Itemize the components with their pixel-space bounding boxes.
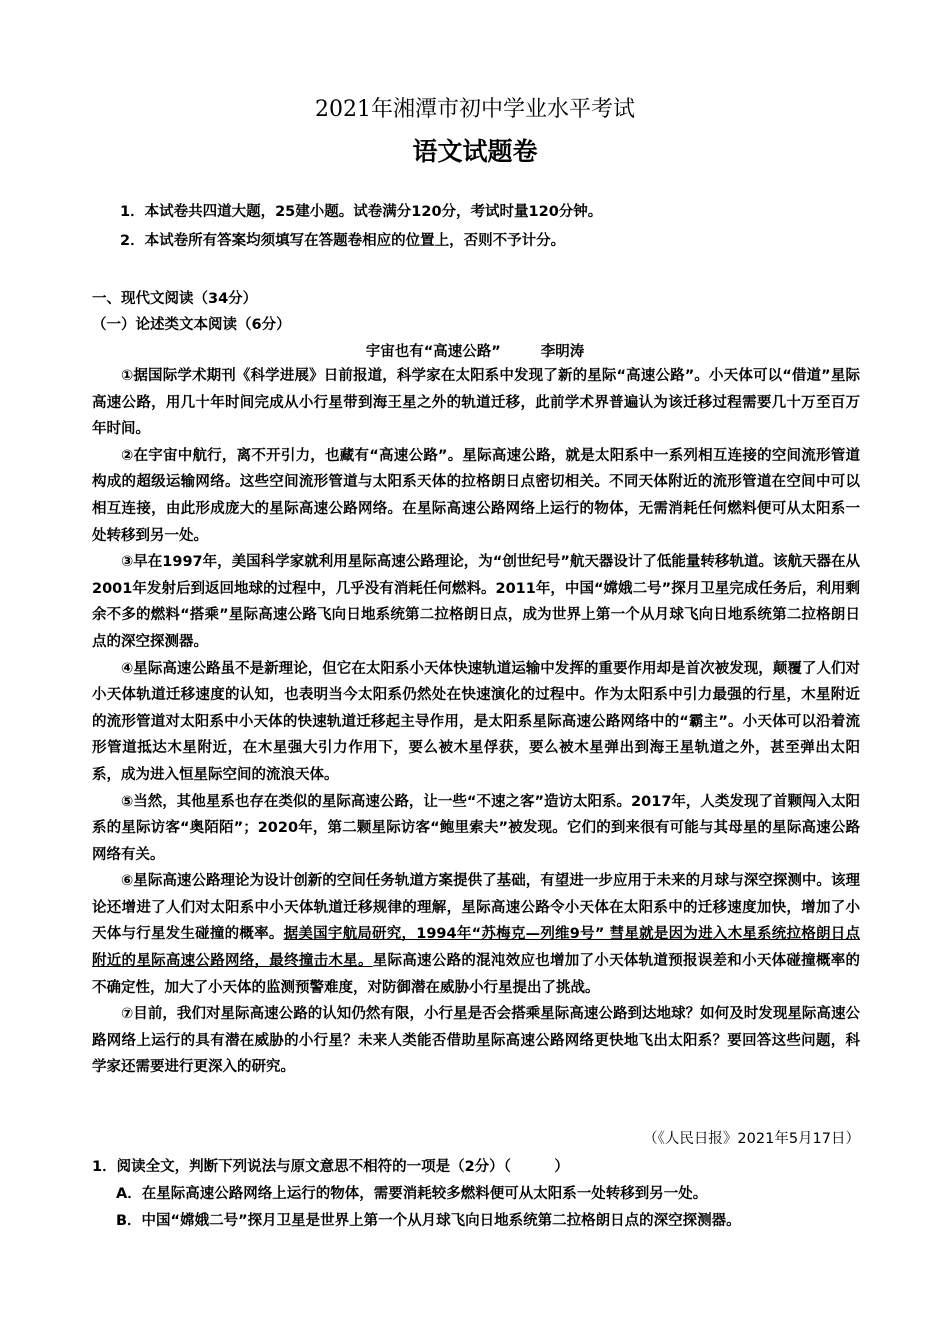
article-heading — [0, 340, 950, 361]
option-a: A．在星际高速公路网络上运行的物体，需要消耗较多燃料便可从太阳系一处转移到另一处。 — [116, 1186, 708, 1202]
question-stem: 1．阅读全文，判断下列说法与原文意思不相符的一项是（2分）（ ） — [92, 1159, 569, 1175]
paragraph-text: 星际高速公路的混沌效应也增加了小天体轨道预报误差和小天体碰撞概率的不确定性，加大了小天体的监测预警难度，对防御潜在威胁小行星提出了挑战。 — [92, 953, 861, 996]
exam-title: 2021年湘潭市初中学业水平考试 — [315, 97, 635, 122]
paragraph-text: ⑥星际高速公路理论为设计创新的空间任务轨道方案提供了基础，有望进一步应用于未来的月球与深空探测中。该理论还增进了人们对太阳系中小天体轨道迁移规律的理解，星际高速公路令小天体在太阳系中的迁移速度加快，增加了小天体与行星发生碰撞的概率。 — [92, 873, 860, 943]
article-body — [92, 363, 860, 1081]
subsection-heading: （一）论述类文本阅读（6分） — [92, 317, 291, 333]
question-1 — [92, 1154, 872, 1235]
section-heading: 一、现代文阅读（34分） — [92, 291, 258, 307]
paragraph: ④星际高速公路虽不是新理论，但它在太阳系小天体快速轨道运输中发挥的重要作用却是首次被发现，颠覆了人们对小天体轨道迁移速度的认知，也表明当今太阳系仍然处在快速演化的过程中。作为太阳系中引力最强的行星，木星附近的流形管道对太阳系中小天体的快速轨道迁移起主导作用，是太阳系星际高速公路网络中的“霸主”。小天体可以沿着流形管道抵达木星附近，在木星强大引力作用下，要么被木星俘获，要么被木星弹出到海王星轨道之外，甚至弹出太阳系，成为进入恒星际空间的流浪天体。 — [92, 660, 860, 783]
article-source: （《人民日报》2021年5月17日） — [643, 1131, 860, 1147]
paragraph: ⑦目前，我们对星际高速公路的认知仍然有限，小行星是否会搭乘星际高速公路到达地球？如何及时发现星际高速公路网络上运行的具有潜在威胁的小行星？未来人类能否借助星际高速公路网络更快地飞出太阳系？要回答这些问题，科学家还需要进行更深入的研究。 — [92, 1006, 860, 1076]
instruction-item: 1．本试卷共四道大题，25建小题。试卷满分120分，考试时量120分钟。 — [120, 204, 603, 220]
paragraph: ③早在1997年，美国科学家就利用星际高速公路理论，为“创世纪号”航天器设计了低能量转移轨道。该航天器在从2001年发射后到返回地球的过程中，几乎没有消耗任何燃料。2011年，中国“嫦娥二号”探月卫星完成任务后，利用剩余不多的燃料“搭乘”星际高速公路飞向日地系统第二拉格朗日点，成为世界上第一个从月球飞向日地系统第二拉格朗日点的深空探测器。 — [92, 554, 860, 650]
paragraph: ⑤当然，其他星系也存在类似的星际高速公路，让一些“不速之客”造访太阳系。2017年，人类发现了首颗闯入太阳系的星际访客“奥陌陌”；2020年，第二颗星际访客“鲍里索夫”被发现。它们的到来很有可能与其母星的星际高速公路网络有关。 — [92, 793, 860, 863]
option-b: B．中国“嫦娥二号”探月卫星是世界上第一个从月球飞向日地系统第二拉格朗日点的深空探测器。 — [116, 1213, 741, 1229]
paragraph: ①据国际学术期刊《科学进展》日前报道，科学家在太阳系中发现了新的星际“高速公路”。小天体可以“借道”星际高速公路，用几十年时间完成从小行星带到海王星之外的轨道迁移，此前学术界普遍认为该迁移过程需要几十万至百万年时间。 — [92, 368, 860, 438]
instruction-item: 2．本试卷所有答案均须填写在答题卷相应的位置上，否则不予计分。 — [120, 233, 566, 249]
underlined-sentence: 据美国宇航局研究，1994年“苏梅克—列维9号” 彗星就是因为进入木星系统拉格朗日点附近的星际高速公路网络，最终撞击木星。 — [92, 926, 860, 970]
paragraph — [92, 868, 860, 1001]
instructions — [120, 200, 880, 258]
article-title: 宇宙也有“高速公路” — [365, 344, 501, 360]
article-author: 李明涛 — [540, 344, 585, 360]
paragraph: ②在宇宙中航行，离不开引力，也藏有“高速公路”。星际高速公路，就是太阳系中一系列相互连接的空间流形管道构成的超级运输网络。这些空间流形管道与太阳系天体的拉格朗日点密切相关。不同天体附近的流形管道在空间中可以相互连接，由此形成庞大的星际高速公路网络。在星际高速公路网络上运行的物体，无需消耗任何燃料便可从太阳系一处转移到另一处。 — [92, 447, 860, 544]
exam-subtitle: 语文试题卷 — [412, 137, 538, 166]
